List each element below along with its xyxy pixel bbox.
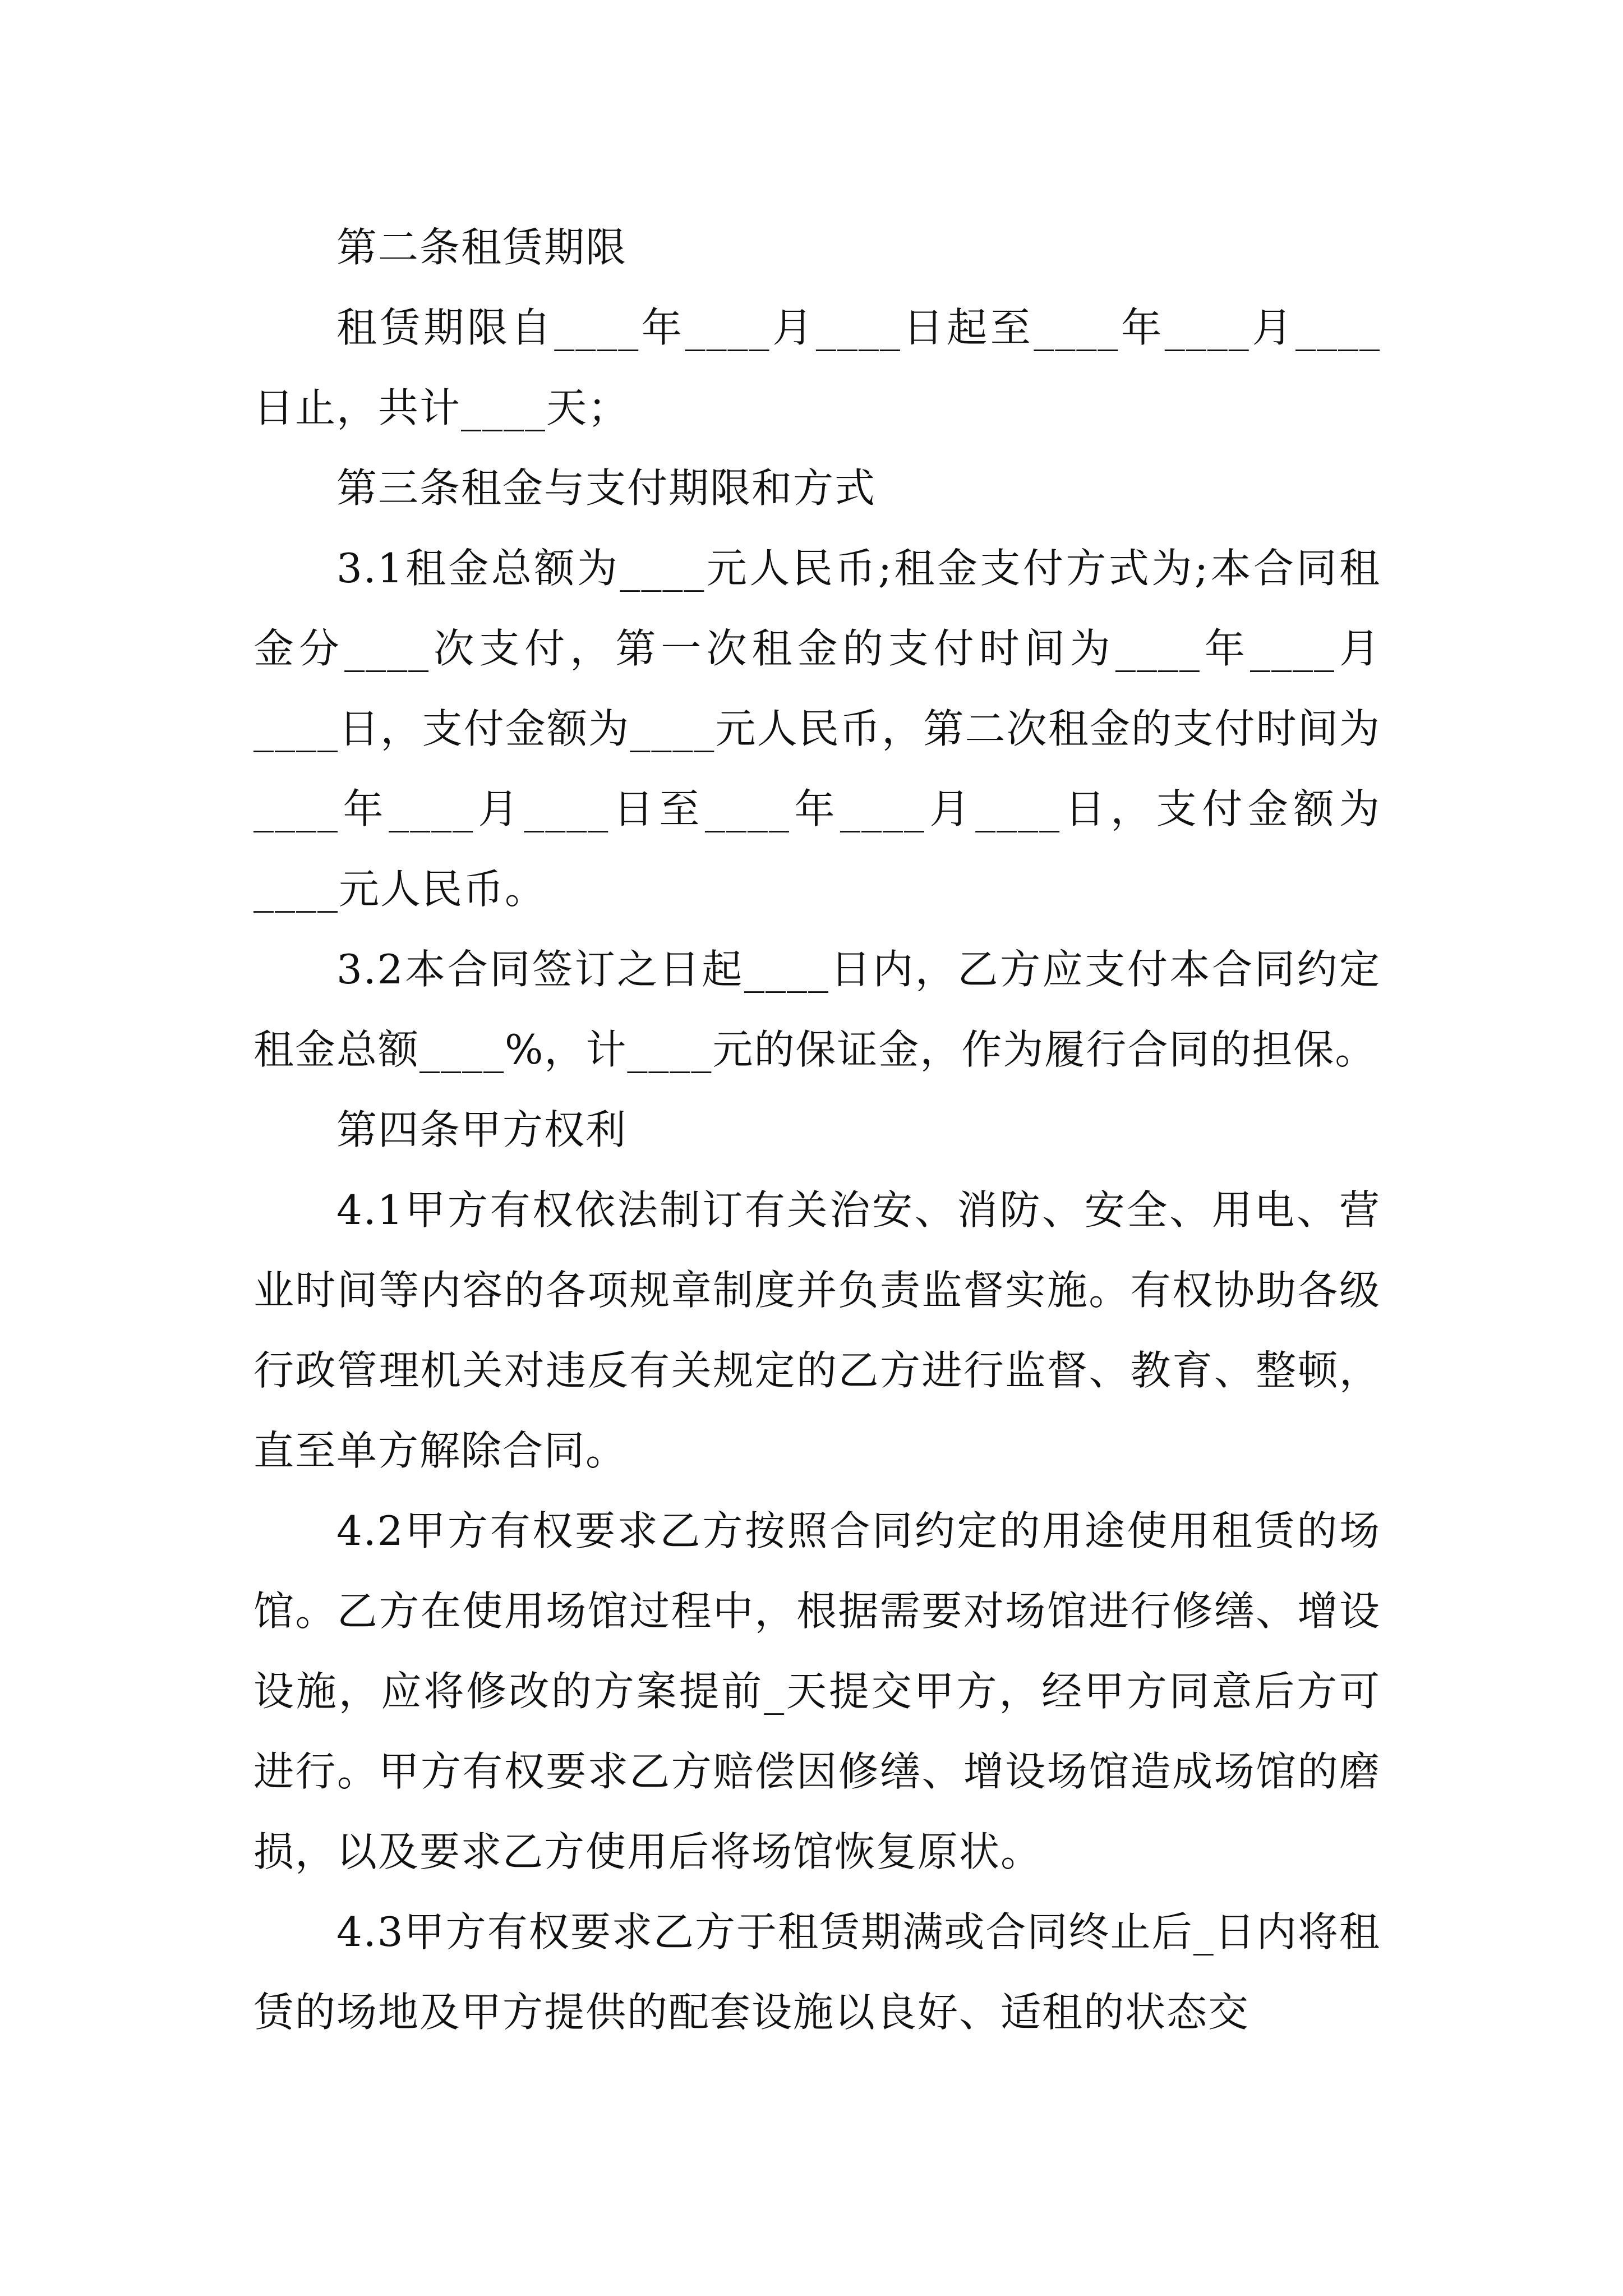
clause-3-1-paragraph: 3.1租金总额为____元人民币;租金支付方式为;本合同租金分____次支付，第一次租金的支付时间为____年____月____日，支付金额为____元人民币，第二次租金的支付时间为____年____月____日至____年____月____日，支付金额为____元人民币。 bbox=[253, 545, 1381, 913]
article-4-heading: 第四条甲方权利 bbox=[336, 1106, 628, 1153]
lease-term-paragraph: 租赁期限自____年____月____日起至____年____月____日止，共计____天； bbox=[253, 304, 1381, 431]
document-body bbox=[253, 208, 1381, 2053]
article-2-heading: 第二条租赁期限 bbox=[336, 224, 628, 271]
clause-4-3-paragraph: 4.3甲方有权要求乙方于租赁期满或合同终止后_日内将租赁的场地及甲方提供的配套设施以良好、适租的状态交 bbox=[253, 1908, 1381, 2036]
article-3-heading: 第三条租金与支付期限和方式 bbox=[336, 464, 877, 512]
clause-4-1-paragraph: 4.1甲方有权依法制订有关治安、消防、安全、用电、营业时间等内容的各项规章制度并负责监督实施。有权协助各级行政管理机关对违反有关规定的乙方进行监督、教育、整顿，直至单方解除合同。 bbox=[253, 1186, 1381, 1474]
clause-3-2-paragraph: 3.2本合同签订之日起____日内，乙方应支付本合同约定租金总额____%，计____元的保证金，作为履行合同的担保。 bbox=[253, 946, 1381, 1073]
clause-4-2-paragraph: 4.2甲方有权要求乙方按照合同约定的用途使用租赁的场馆。乙方在使用场馆过程中，根据需要对场馆进行修缮、增设设施，应将修改的方案提前_天提交甲方，经甲方同意后方可进行。甲方有权要求乙方赔偿因修缮、增设场馆造成场馆的磨损，以及要求乙方使用后将场馆恢复原状。 bbox=[253, 1507, 1381, 1875]
